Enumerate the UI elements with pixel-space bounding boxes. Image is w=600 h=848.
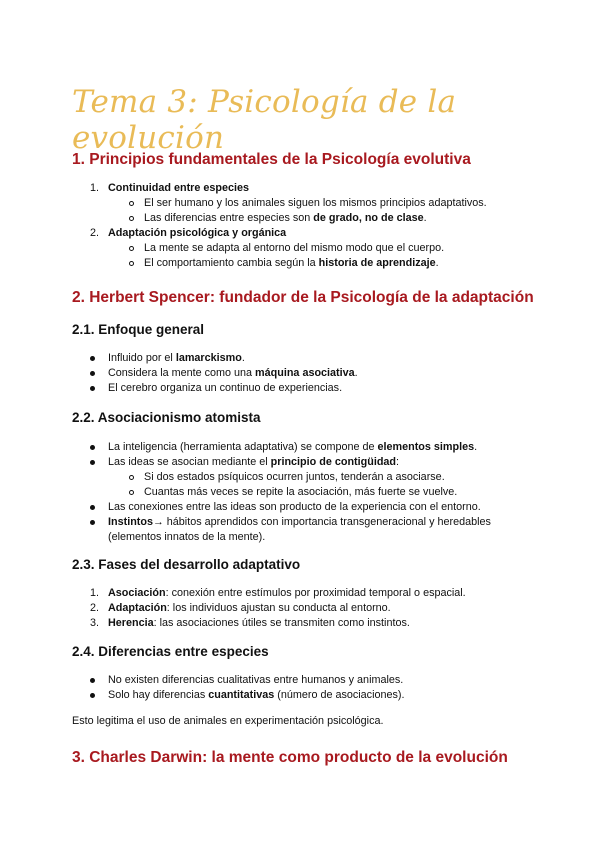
circle-bullet-icon [129, 261, 134, 266]
bullet-icon [90, 460, 95, 465]
bullet-icon [90, 520, 95, 525]
list-number: 1. [90, 587, 100, 599]
list-number: 2. [90, 227, 100, 239]
list-number: 3. [90, 617, 100, 629]
bullet-icon [90, 356, 95, 361]
subsection-heading: 2.1. Enfoque general [72, 322, 205, 337]
section-1-heading: 1. Principios fundamentales de la Psicología evolutiva [72, 151, 471, 168]
bullet-icon [90, 678, 95, 683]
circle-bullet-icon [129, 201, 134, 206]
list-item: El comportamiento cambia según la historia de aprendizaje. [144, 257, 439, 269]
bullet-icon [90, 445, 95, 450]
subsection-heading: 2.3. Fases del desarrollo adaptativo [72, 557, 301, 572]
list-item: Herencia: las asociaciones útiles se transmiten como instintos. [108, 617, 410, 629]
subsection-heading: 2.4. Diferencias entre especies [72, 644, 269, 659]
list-item: El ser humano y los animales siguen los mismos principios adaptativos. [144, 197, 487, 209]
bullet-icon [90, 386, 95, 391]
section-3-heading: 3. Charles Darwin: la mente como producto de la evolución [72, 749, 508, 766]
list-item: Influido por el lamarckismo. [108, 352, 245, 364]
list-item: No existen diferencias cualitativas entre humanos y animales. [108, 674, 404, 686]
page-title: Tema 3: Psicología de la evolución [72, 84, 457, 156]
list-item: Continuidad entre especies [108, 182, 249, 194]
bullet-icon [90, 371, 95, 376]
list-item: Asociación: conexión entre estímulos por proximidad temporal o espacial. [108, 587, 466, 599]
list-item: El cerebro organiza un continuo de experiencias. [108, 382, 343, 394]
circle-bullet-icon [129, 216, 134, 221]
list-item: Si dos estados psíquicos ocurren juntos, tenderán a asociarse. [144, 471, 445, 483]
list-item: Considera la mente como una máquina asociativa. [108, 367, 358, 379]
paragraph: Esto legitima el uso de animales en experimentación psicológica. [72, 715, 384, 727]
circle-bullet-icon [129, 246, 134, 251]
list-item: La inteligencia (herramienta adaptativa) se compone de elementos simples. [108, 441, 478, 453]
list-item: Adaptación: los individuos ajustan su conducta al entorno. [108, 602, 391, 614]
bullet-icon [90, 505, 95, 510]
list-item: Adaptación psicológica y orgánica [108, 227, 287, 239]
bullet-icon [90, 693, 95, 698]
list-item: La mente se adapta al entorno del mismo modo que el cuerpo. [144, 242, 445, 254]
list-number: 1. [90, 182, 100, 194]
circle-bullet-icon [129, 475, 134, 480]
list-item: Las conexiones entre las ideas son producto de la experiencia con el entorno. [108, 501, 481, 513]
list-item: Instintos→ hábitos aprendidos con importancia transgeneracional y heredables [108, 516, 491, 528]
list-item: Las ideas se asocian mediante el principio de contigüidad: [108, 456, 400, 468]
subsection-heading: 2.2. Asociacionismo atomista [72, 410, 261, 425]
list-item: Las diferencias entre especies son de grado, no de clase. [144, 212, 427, 224]
list-item-continuation: (elementos innatos de la mente). [108, 531, 266, 543]
list-item: Solo hay diferencias cuantitativas (número de asociaciones). [108, 689, 405, 701]
list-item: Cuantas más veces se repite la asociación, más fuerte se vuelve. [144, 486, 458, 498]
circle-bullet-icon [129, 490, 134, 495]
list-number: 2. [90, 602, 100, 614]
section-2-heading: 2. Herbert Spencer: fundador de la Psicología de la adaptación [72, 289, 534, 306]
